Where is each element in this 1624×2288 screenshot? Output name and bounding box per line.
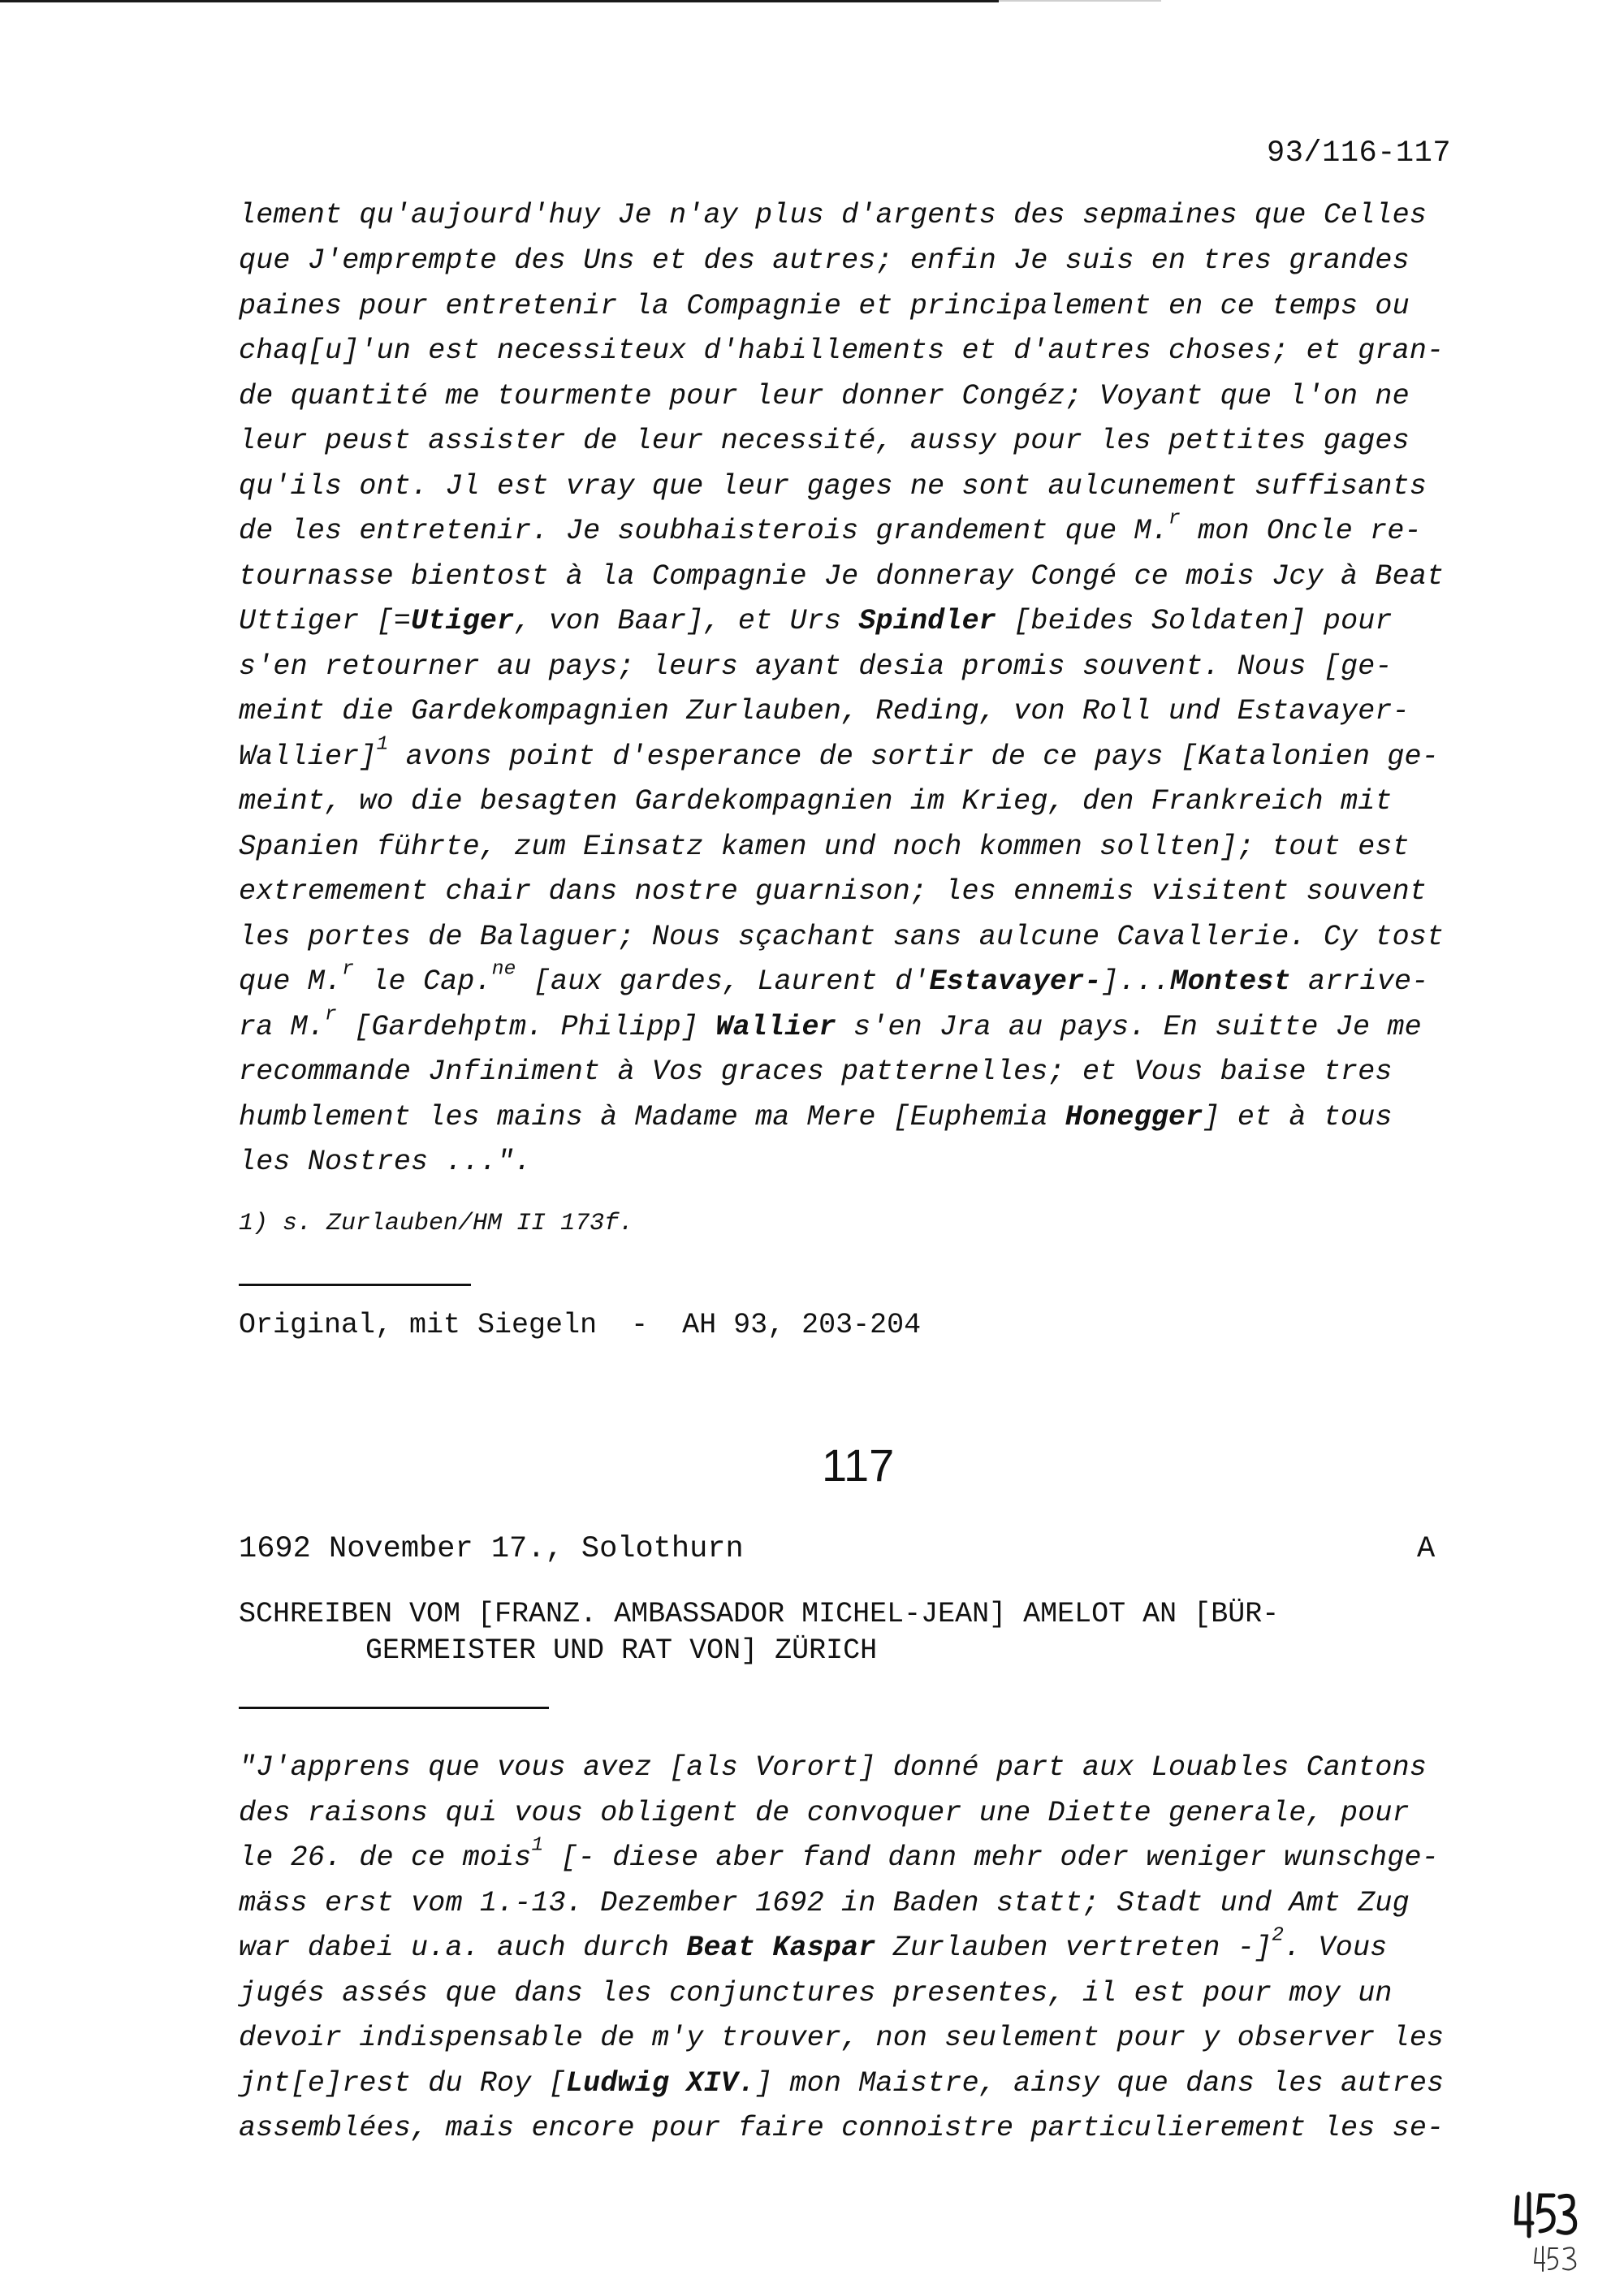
text-segment: arrive-: [1290, 965, 1429, 998]
text-line: chaq[u]'un est necessiteux d'habillements et d'autres choses; et gran-: [239, 335, 1445, 367]
bold-name: Wallier: [715, 1011, 836, 1043]
text-line: de quantité me tourmente pour leur donner Congéz; Voyant que l'on ne: [239, 380, 1410, 412]
footnote-mark: 1: [531, 1834, 544, 1857]
bold-name: Spindler: [858, 605, 996, 637]
document-tag: A: [1417, 1532, 1436, 1566]
text-line: [239, 733, 1439, 773]
text-segment: avons point d'esperance de sortir de ce pays [Katalonien ge-: [388, 740, 1439, 773]
text-segment: mon Oncle re-: [1180, 515, 1422, 547]
text-line: "J'apprens que vous avez [als Vorort] donné part aux Louables Cantons: [239, 1751, 1427, 1784]
text-segment: humblement les mains à Madame ma Mere [Euphemia: [239, 1101, 1065, 1133]
text-segment: jnt[e]rest du Roy [: [239, 2067, 566, 2100]
document-title-line-1: SCHREIBEN VOM [FRANZ. AMBASSADOR MICHEL-JEAN] AMELOT AN [BÜR-: [239, 1598, 1280, 1630]
bold-name: Honegger: [1065, 1101, 1203, 1133]
superscript: r: [1168, 507, 1181, 530]
text-line: recommande Jnfiniment à Vos graces patternelles; et Vous baise tres: [239, 1056, 1393, 1088]
text-line: qu'ils ont. Jl est vray que leur gages ne sont aulcunement suffisants: [239, 470, 1427, 503]
text-line: des raisons qui vous obligent de convoquer une Diette generale, pour: [239, 1797, 1410, 1829]
text-line: [239, 1101, 1393, 1133]
source-note: Original, mit Siegeln - AH 93, 203-204: [239, 1309, 922, 1341]
bold-name: Ludwig XIV.: [565, 2067, 756, 2100]
text-line: Spanien führte, zum Einsatz kamen und noch kommen sollten]; tout est: [239, 831, 1410, 863]
text-segment: ] et à tous: [1203, 1101, 1393, 1133]
text-line: meint die Gardekompagnien Zurlauben, Reding, von Roll und Estavayer-: [239, 695, 1410, 727]
section-rule: [239, 1707, 549, 1709]
text-segment: [beides Soldaten] pour: [996, 605, 1393, 637]
text-segment: war dabei u.a. auch durch: [239, 1932, 687, 1964]
text-line: [239, 2067, 1444, 2100]
text-segment: de les entretenir. Je soubhaisterois grandement que M.: [239, 515, 1168, 547]
text-line: tournasse bientost à la Compagnie Je donneray Congé ce mois Jcy à Beat: [239, 560, 1445, 593]
text-segment: le Cap.: [354, 965, 492, 998]
text-line: paines pour entretenir la Compagnie et principalement en ce temps ou: [239, 290, 1410, 322]
superscript: r: [325, 1004, 337, 1026]
text-line: [239, 1924, 1388, 1964]
text-line: jugés assés que dans les conjunctures presentes, il est pour moy un: [239, 1977, 1393, 2010]
text-segment: ra M.: [239, 1011, 326, 1043]
text-line: les Nostres ...".: [239, 1146, 532, 1178]
handwritten-page-number-small: [1533, 2245, 1582, 2273]
text-line: [239, 958, 1429, 998]
scan-top-edge-faint: [999, 0, 1161, 2]
text-segment: . Vous: [1284, 1932, 1388, 1964]
superscript: r: [342, 958, 355, 981]
text-line: [239, 1004, 1422, 1043]
text-segment: ] mon Maistre, ainsy que dans les autres: [755, 2067, 1445, 2100]
bold-name: Beat Kaspar: [686, 1932, 876, 1964]
text-line: meint, wo die besagten Gardekompagnien im Krieg, den Frankreich mit: [239, 785, 1393, 818]
superscript: ne: [491, 958, 516, 981]
footnote: 1) s. Zurlauben/HM II 173f.: [239, 1210, 634, 1237]
bold-name: Estavayer-: [929, 965, 1102, 998]
text-segment: s'en Jra au pays. En suitte Je me: [836, 1011, 1422, 1043]
text-line: extremement chair dans nostre guarnison; les ennemis visitent souvent: [239, 875, 1427, 908]
text-line: assemblées, mais encore pour faire connoistre particulierement les se-: [239, 2112, 1445, 2144]
text-line: devoir indispensable de m'y trouver, non seulement pour y observer les: [239, 2022, 1445, 2054]
text-line: [239, 1834, 1439, 1874]
text-segment: [Gardehptm. Philipp]: [336, 1011, 716, 1043]
text-segment: [aux gardes, Laurent d': [516, 965, 930, 998]
text-line: mäss erst vom 1.-13. Dezember 1692 in Baden statt; Stadt und Amt Zug: [239, 1887, 1410, 1919]
handwritten-page-number: [1514, 2191, 1578, 2239]
date-place-line: 1692 November 17., Solothurn: [239, 1532, 744, 1566]
text-segment: Zurlauben vertreten -]: [875, 1932, 1272, 1964]
text-line: [239, 605, 1393, 637]
document-number: 117: [822, 1440, 895, 1491]
text-line: lement qu'aujourd'huy Je n'ay plus d'argents des sepmaines que Celles: [239, 199, 1427, 231]
text-line: leur peust assister de leur necessité, aussy pour les pettites gages: [239, 425, 1410, 457]
footnote-mark: 1: [376, 733, 389, 756]
text-segment: le 26. de ce mois: [239, 1841, 532, 1874]
text-segment: ]...: [1101, 965, 1171, 998]
scan-top-edge: [0, 0, 999, 2]
footnote-mark: 2: [1272, 1924, 1285, 1947]
text-segment: , von Baar], et Urs: [514, 605, 859, 637]
text-segment: [- diese aber fand dann mehr oder weniger wunschge-: [543, 1841, 1439, 1874]
page-reference: 93/116-117: [1267, 136, 1452, 171]
text-segment: Wallier]: [239, 740, 377, 773]
text-segment: que M.: [239, 965, 343, 998]
text-line: [239, 507, 1422, 547]
text-segment: Uttiger [=: [239, 605, 412, 637]
document-title-line-2: GERMEISTER UND RAT VON] ZÜRICH: [365, 1634, 878, 1667]
text-line: les portes de Balaguer; Nous sçachant sans aulcune Cavallerie. Cy tost: [239, 921, 1445, 953]
bold-name: Montest: [1170, 965, 1291, 998]
bold-name: Utiger: [411, 605, 515, 637]
section-rule: [239, 1284, 471, 1286]
text-line: que J'emprempte des Uns et des autres; enfin Je suis en tres grandes: [239, 244, 1410, 277]
text-line: s'en retourner au pays; leurs ayant desia promis souvent. Nous [ge-: [239, 650, 1393, 683]
